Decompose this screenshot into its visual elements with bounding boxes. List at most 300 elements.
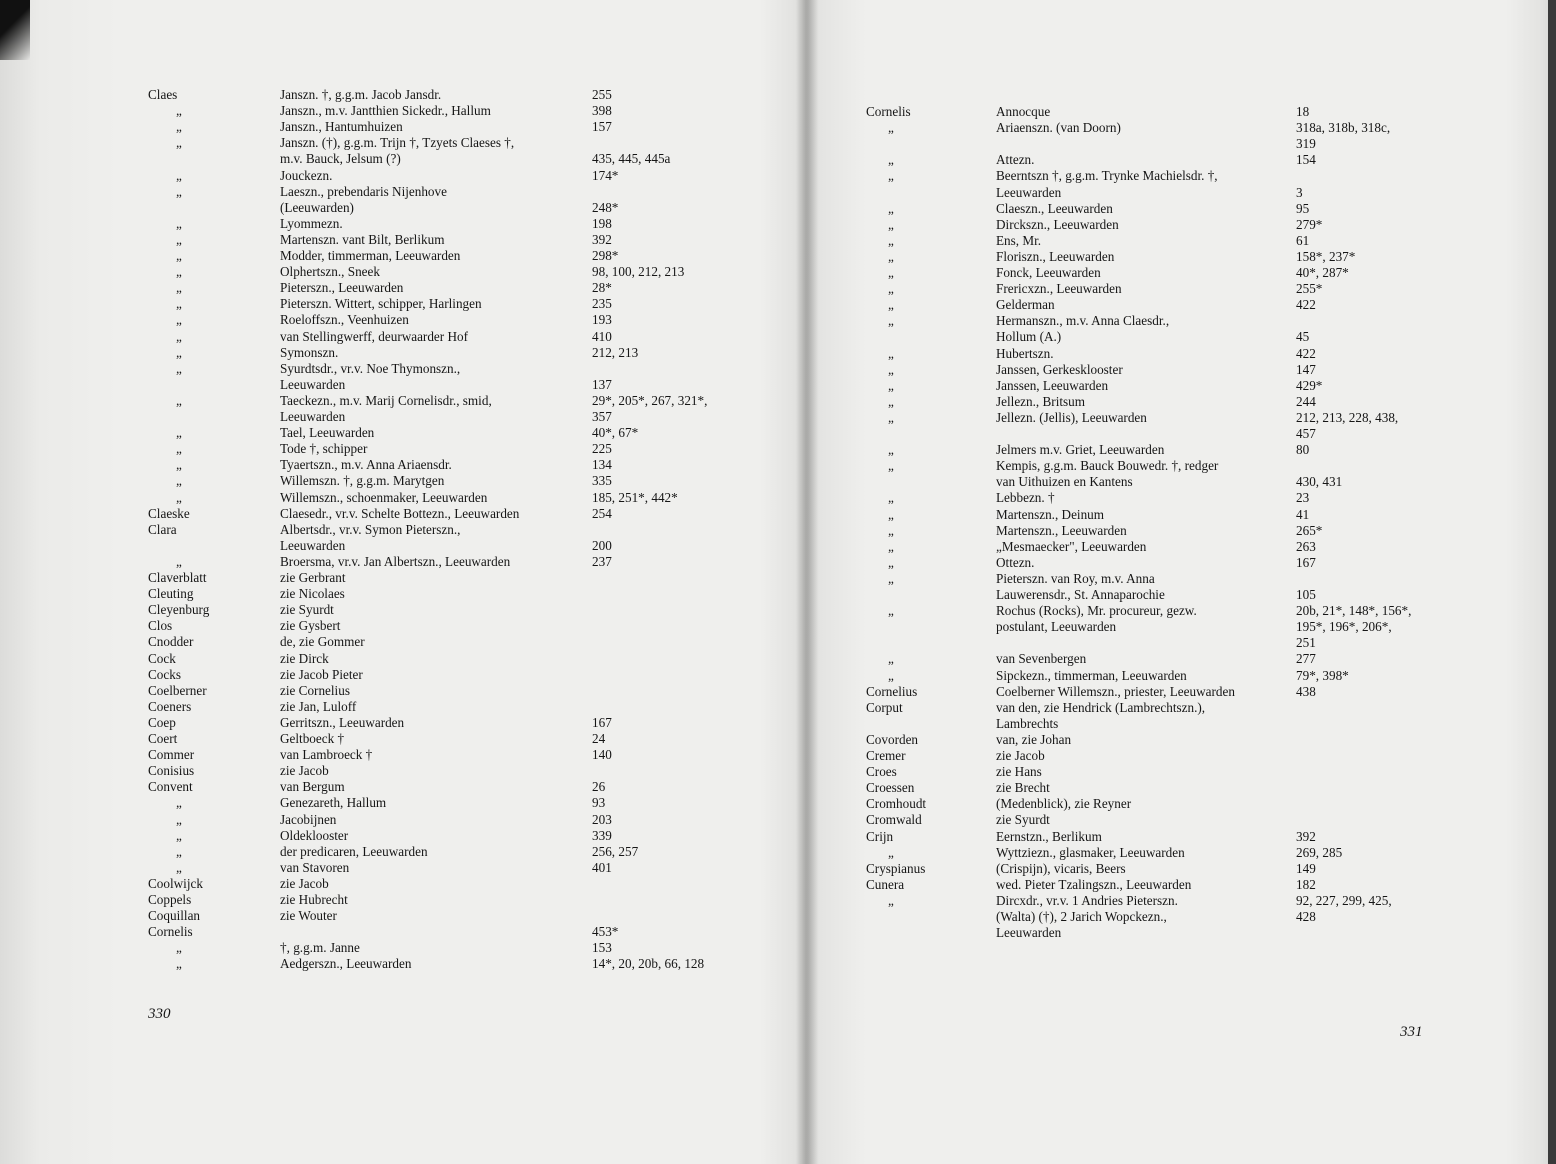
- entry-name: „: [888, 522, 894, 538]
- entry-name: „: [888, 297, 894, 313]
- entry-name: Cornelis: [148, 924, 193, 940]
- index-entry: [806, 812, 1546, 828]
- entry-name: Coeners: [148, 698, 192, 714]
- entry-name: Coolwijck: [148, 875, 203, 891]
- index-entry: [806, 651, 1546, 667]
- index-entry: [0, 216, 790, 232]
- entry-text: Lauwerensdr., St. Annaparochie: [996, 587, 1165, 602]
- entry-page-refs: 401: [592, 859, 612, 875]
- entry-name: „: [888, 442, 894, 458]
- entry-text: Pieterszn. Wittert, schipper, Harlingen: [280, 296, 482, 312]
- index-entry: [0, 168, 790, 184]
- entry-text: Ariaenszn. (van Doorn): [996, 120, 1121, 136]
- entry-name: Coppels: [148, 892, 192, 907]
- entry-page-refs: 438: [1296, 683, 1316, 699]
- index-entry: [806, 313, 1546, 329]
- index-entry: [806, 120, 1546, 136]
- index-entry: [0, 393, 790, 409]
- entry-text: zie Hubrecht: [280, 892, 348, 907]
- entry-text: Leeuwarden: [280, 537, 346, 553]
- entry-name: „: [176, 489, 182, 505]
- entry-name: „: [176, 457, 182, 473]
- index-entry: [806, 378, 1546, 394]
- entry-text: zie Syurdt: [996, 812, 1050, 828]
- entry-text: Leeuwarden: [280, 409, 346, 424]
- entry-page-refs: 298*: [592, 248, 619, 263]
- entry-text: zie Syurdt: [280, 602, 334, 618]
- entry-text: van Stellingwerff, deurwaarder Hof: [280, 328, 468, 344]
- index-entry: [0, 264, 790, 280]
- left-page-number: 330: [148, 1006, 171, 1022]
- entry-text: van Lambroeck †: [280, 747, 373, 763]
- entry-text: Fonck, Leeuwarden: [996, 265, 1101, 280]
- index-entry: [0, 667, 790, 683]
- entry-page-refs: 269, 285: [1296, 844, 1343, 860]
- entry-name: Cromhoudt: [866, 796, 927, 812]
- entry-name: „: [176, 248, 182, 263]
- index-entry: [806, 490, 1546, 506]
- entry-name: „: [888, 458, 894, 474]
- entry-name: „: [176, 859, 182, 875]
- entry-name: Conisius: [148, 763, 195, 779]
- index-entry: [806, 410, 1546, 426]
- entry-text: Gelderman: [996, 297, 1055, 313]
- entry-page-refs: 422: [1296, 297, 1316, 313]
- entry-page-refs: 45: [1296, 329, 1310, 345]
- entry-name: „: [888, 248, 894, 264]
- index-entry: [0, 329, 790, 345]
- index-entry: [806, 281, 1546, 297]
- book-spine-shadow: [796, 0, 818, 1164]
- entry-text: Hollum (A.): [996, 329, 1062, 345]
- index-entry: [0, 586, 790, 602]
- entry-page-refs: 235: [592, 296, 612, 312]
- entry-text: Gerritszn., Leeuwarden: [280, 714, 405, 730]
- entry-text: Syurdtsdr., vr.v. Noe Thymonszn.,: [280, 360, 461, 376]
- index-entry: [806, 539, 1546, 555]
- index-entry: [0, 377, 790, 393]
- index-entry: [0, 151, 790, 167]
- entry-page-refs: 41: [1296, 506, 1310, 522]
- index-entry: [806, 104, 1546, 120]
- entry-name: „: [176, 296, 182, 312]
- index-entry: [0, 715, 790, 731]
- index-entry: [0, 457, 790, 473]
- entry-text: Floriszn., Leeuwarden: [996, 248, 1115, 264]
- entry-name: „: [176, 328, 182, 344]
- index-entry: [0, 956, 790, 972]
- entry-text: Claesedr., vr.v. Schelte Bottezn., Leeuwarden: [280, 505, 520, 521]
- entry-name: „: [888, 377, 894, 393]
- entry-name: „: [176, 183, 182, 199]
- entry-page-refs: 422: [1296, 345, 1316, 361]
- entry-page-refs: 80: [1296, 442, 1310, 458]
- entry-text: Beerntszn †, g.g.m. Trynke Machielsdr. †,: [996, 168, 1218, 184]
- entry-text: Janszn. (†), g.g.m. Trijn †, Tzyets Claeses †,: [280, 135, 515, 151]
- entry-text: Geltboeck †: [280, 731, 345, 746]
- entry-page-refs: 185, 251*, 442*: [592, 489, 678, 505]
- index-entry: [0, 699, 790, 715]
- index-entry: [806, 233, 1546, 249]
- entry-text: Ens, Mr.: [996, 232, 1042, 248]
- entry-text: (Crispijn), vicaris, Beers: [996, 860, 1126, 876]
- entry-name: Croes: [866, 764, 897, 780]
- entry-text: wed. Pieter Tzalingszn., Leeuwarden: [996, 876, 1192, 892]
- page-edge: [1548, 0, 1556, 1164]
- index-entry: [0, 522, 790, 538]
- entry-page-refs: 392: [1296, 828, 1316, 844]
- index-entry: [806, 716, 1546, 732]
- index-entry: [0, 473, 790, 489]
- index-entry: [806, 845, 1546, 861]
- entry-text: Dircxdr., vr.v. 1 Andries Pieterszn.: [996, 892, 1178, 908]
- index-entry: [0, 924, 790, 940]
- entry-name: „: [176, 392, 182, 408]
- entry-text: Leeuwarden: [996, 925, 1062, 941]
- entry-page-refs: 18: [1296, 104, 1310, 119]
- entry-text: zie Nicolaes: [280, 586, 345, 602]
- entry-name: Coert: [148, 731, 178, 746]
- entry-text: zie Hans: [996, 764, 1042, 780]
- index-entry: [806, 507, 1546, 523]
- index-entry: [0, 280, 790, 296]
- right-page: [806, 0, 1556, 1164]
- entry-text: van, zie Johan: [996, 731, 1072, 747]
- index-entry: [806, 442, 1546, 458]
- index-entry: [0, 232, 790, 248]
- entry-text: Janszn., m.v. Jantthien Sickedr., Hallum: [280, 103, 491, 119]
- entry-page-refs: 153: [592, 940, 612, 956]
- entry-name: Cromwald: [866, 812, 922, 828]
- index-entry: [0, 345, 790, 361]
- index-entry: [0, 892, 790, 908]
- entry-text: Martenszn. vant Bilt, Berlikum: [280, 231, 445, 247]
- entry-page-refs: 225: [592, 441, 612, 457]
- index-entry: [0, 731, 790, 747]
- entry-page-refs: 20b, 21*, 148*, 156*,: [1296, 603, 1412, 619]
- entry-name: „: [176, 811, 182, 827]
- entry-page-refs: 167: [1296, 554, 1316, 570]
- index-entry: [0, 618, 790, 634]
- entry-text: Eernstzn., Berlikum: [996, 828, 1102, 844]
- index-entry: [0, 119, 790, 135]
- entry-name: „: [176, 264, 182, 280]
- index-entry: [806, 201, 1546, 217]
- entry-text: (Leeuwarden): [280, 199, 354, 215]
- entry-name: „: [888, 313, 894, 329]
- entry-name: Clos: [148, 618, 173, 634]
- entry-text: Wyttziezn., glasmaker, Leeuwarden: [996, 844, 1185, 860]
- entry-page-refs: 392: [592, 231, 612, 247]
- entry-page-refs: 154: [1296, 152, 1316, 168]
- entry-text: Albertsdr., vr.v. Symon Pieterszn.,: [280, 521, 461, 537]
- entry-text: zie Jacob: [996, 748, 1045, 763]
- index-entry: [0, 763, 790, 779]
- entry-text: Janszn., Hantumhuizen: [280, 119, 403, 135]
- index-entry: [806, 732, 1546, 748]
- entry-name: „: [176, 167, 182, 183]
- entry-text: zie Gysbert: [280, 618, 341, 634]
- entry-name: „: [176, 940, 182, 956]
- entry-page-refs: 182: [1296, 876, 1316, 892]
- entry-name: „: [176, 425, 182, 441]
- entry-text: Pieterszn. van Roy, m.v. Anna: [996, 570, 1155, 586]
- index-entry: [0, 296, 790, 312]
- index-entry: [0, 795, 790, 811]
- entry-text: Genezareth, Hallum: [280, 795, 387, 811]
- entry-page-refs: 212, 213, 228, 438,: [1296, 409, 1399, 425]
- index-entry: [806, 829, 1546, 845]
- entry-page-refs: 29*, 205*, 267, 321*,: [592, 392, 708, 408]
- entry-text: van den, zie Hendrick (Lambrechtszn.),: [996, 699, 1206, 715]
- entry-text: (Medenblick), zie Reyner: [996, 796, 1132, 812]
- index-entry: [0, 634, 790, 650]
- entry-page-refs: 318a, 318b, 318c,: [1296, 120, 1391, 136]
- entry-text: Jouckezn.: [280, 167, 333, 183]
- entry-page-refs: 95: [1296, 200, 1310, 216]
- index-entry: [0, 876, 790, 892]
- entry-page-refs: 174*: [592, 167, 619, 183]
- index-entry: [0, 506, 790, 522]
- entry-name: „: [176, 103, 182, 119]
- entry-text: Leeuwarden: [996, 184, 1062, 200]
- entry-page-refs: 14*, 20, 20b, 66, 128: [592, 956, 705, 972]
- entry-name: Commer: [148, 747, 195, 763]
- index-entry: [0, 779, 790, 795]
- entry-name: „: [176, 795, 182, 811]
- entry-name: „: [176, 441, 182, 457]
- entry-page-refs: 147: [1296, 361, 1316, 377]
- entry-name: „: [176, 119, 182, 135]
- entry-name: Cnodder: [148, 634, 194, 650]
- entry-page-refs: 263: [1296, 538, 1316, 554]
- entry-name: „: [888, 152, 894, 168]
- entry-name: Claverblatt: [148, 570, 207, 585]
- entry-text: zie Jacob: [280, 875, 329, 891]
- entry-text: Dirckszn., Leeuwarden: [996, 216, 1119, 232]
- entry-page-refs: 212, 213: [592, 344, 639, 360]
- entry-page-refs: 28*: [592, 280, 612, 296]
- entry-text: Martenszn., Deinum: [996, 506, 1105, 522]
- entry-name: Coelberner: [148, 682, 207, 698]
- entry-name: „: [888, 361, 894, 377]
- entry-text: Annocque: [996, 104, 1051, 119]
- index-entry: [806, 458, 1546, 474]
- entry-page-refs: 319: [1296, 136, 1316, 152]
- entry-text: Jellezn. (Jellis), Leeuwarden: [996, 409, 1147, 425]
- index-entry: [806, 329, 1546, 345]
- entry-page-refs: 398: [592, 103, 612, 119]
- entry-name: Claeske: [148, 505, 190, 521]
- entry-text: van Stavoren: [280, 859, 350, 875]
- entry-page-refs: 137: [592, 376, 612, 392]
- entry-name: „: [888, 200, 894, 216]
- entry-page-refs: 200: [592, 537, 612, 553]
- index-entry: [806, 684, 1546, 700]
- index-entry: [0, 200, 790, 216]
- entry-page-refs: 203: [592, 811, 612, 827]
- entry-page-refs: 79*, 398*: [1296, 667, 1349, 683]
- entry-page-refs: 255*: [1296, 281, 1323, 297]
- entry-name: „: [888, 603, 894, 619]
- entry-name: Cleuting: [148, 586, 194, 602]
- index-entry: [0, 248, 790, 264]
- entry-text: Laeszn., prebendaris Nijenhove: [280, 183, 447, 199]
- index-entry: [806, 168, 1546, 184]
- index-entry: [806, 603, 1546, 619]
- index-entry: [0, 602, 790, 618]
- index-entry: [0, 844, 790, 860]
- entry-name: Convent: [148, 779, 193, 795]
- index-entry: [806, 796, 1546, 812]
- index-entry: [0, 554, 790, 570]
- entry-text: Frericxzn., Leeuwarden: [996, 281, 1122, 297]
- index-entry: [806, 394, 1546, 410]
- index-entry: [0, 908, 790, 924]
- index-entry: [806, 619, 1546, 635]
- entry-page-refs: 435, 445, 445a: [592, 151, 671, 167]
- entry-page-refs: 149: [1296, 860, 1316, 876]
- entry-name: Cock: [148, 650, 176, 666]
- index-entry: [0, 828, 790, 844]
- index-entry: [0, 361, 790, 377]
- entry-name: „: [888, 554, 894, 570]
- index-entry: [0, 184, 790, 200]
- entry-name: Crijn: [866, 828, 894, 844]
- entry-page-refs: 256, 257: [592, 843, 639, 859]
- entry-text: Oldeklooster: [280, 827, 349, 843]
- index-entry: [806, 587, 1546, 603]
- entry-page-refs: 248*: [592, 199, 619, 215]
- entry-page-refs: 457: [1296, 426, 1316, 441]
- entry-text: Janssen, Gerkesklooster: [996, 361, 1123, 377]
- entry-text: der predicaren, Leeuwarden: [280, 843, 428, 859]
- entry-page-refs: 244: [1296, 393, 1316, 409]
- index-entry: [806, 877, 1546, 893]
- index-entry: [806, 668, 1546, 684]
- entry-page-refs: 265*: [1296, 522, 1323, 538]
- entry-text: Pieterszn., Leeuwarden: [280, 280, 404, 296]
- index-entry: [806, 152, 1546, 168]
- entry-page-refs: 195*, 196*, 206*,: [1296, 619, 1392, 635]
- entry-page-refs: 23: [1296, 490, 1310, 506]
- entry-page-refs: 26: [592, 779, 606, 795]
- entry-text: Kempis, g.g.m. Bauck Bouwedr. †, redger: [996, 458, 1219, 474]
- entry-text: Lebbezn. †: [996, 490, 1055, 506]
- index-entry: [0, 312, 790, 328]
- entry-name: Coquillan: [148, 908, 201, 924]
- entry-text: Tode †, schipper: [280, 441, 368, 457]
- entry-name: „: [176, 360, 182, 376]
- entry-text: postulant, Leeuwarden: [996, 619, 1117, 635]
- entry-name: Cocks: [148, 666, 181, 682]
- right-page-number: 331: [1400, 1024, 1423, 1040]
- entry-name: „: [888, 168, 894, 184]
- entry-page-refs: 158*, 237*: [1296, 248, 1356, 264]
- entry-text: de, zie Gommer: [280, 634, 365, 650]
- index-entry: [806, 297, 1546, 313]
- entry-text: Jelmers m.v. Griet, Leeuwarden: [996, 442, 1165, 458]
- index-entry: [0, 538, 790, 554]
- entry-name: Coep: [148, 714, 176, 730]
- entry-name: „: [888, 409, 894, 425]
- entry-name: „: [176, 231, 182, 247]
- entry-name: „: [888, 281, 894, 297]
- entry-name: Covorden: [866, 731, 919, 747]
- entry-text: Janssen, Leeuwarden: [996, 377, 1109, 393]
- entry-name: Cremer: [866, 748, 906, 763]
- entry-text: †, g.g.m. Janne: [280, 940, 360, 956]
- index-entry: [0, 683, 790, 699]
- entry-text: Martenszn., Leeuwarden: [996, 522, 1127, 538]
- entry-text: zie Cornelius: [280, 682, 350, 698]
- entry-page-refs: 251: [1296, 635, 1316, 651]
- entry-page-refs: 198: [592, 215, 612, 231]
- index-entry: [0, 570, 790, 586]
- index-entry: [0, 812, 790, 828]
- entry-text: zie Wouter: [280, 908, 337, 924]
- entry-text: Rochus (Rocks), Mr. procureur, gezw.: [996, 603, 1197, 619]
- entry-page-refs: 357: [592, 409, 612, 424]
- entry-page-refs: 140: [592, 747, 612, 763]
- entry-text: zie Brecht: [996, 780, 1050, 796]
- entry-name: „: [888, 345, 894, 361]
- entry-text: Coelberner Willemszn., priester, Leeuwarden: [996, 683, 1235, 699]
- entry-name: „: [176, 827, 182, 843]
- entry-name: „: [888, 120, 894, 136]
- entry-name: „: [888, 892, 894, 908]
- entry-text: Willemszn. †, g.g.m. Marytgen: [280, 473, 445, 489]
- entry-text: Lyommezn.: [280, 215, 343, 231]
- entry-text: Modder, timmerman, Leeuwarden: [280, 248, 461, 263]
- index-entry: [806, 555, 1546, 571]
- index-entry: [0, 940, 790, 956]
- entry-text: zie Gerbrant: [280, 570, 346, 585]
- entry-page-refs: 24: [592, 731, 606, 746]
- entry-text: Tyaertszn., m.v. Anna Ariaensdr.: [280, 457, 452, 473]
- index-entry: [0, 490, 790, 506]
- entry-text: Jacobijnen: [280, 811, 337, 827]
- entry-text: „Mesmaecker", Leeuwarden: [996, 538, 1147, 554]
- entry-name: „: [888, 570, 894, 586]
- entry-name: „: [888, 844, 894, 860]
- entry-text: Hermanszn., m.v. Anna Claesdr.,: [996, 313, 1170, 329]
- entry-page-refs: 40*, 287*: [1296, 265, 1349, 280]
- index-entry: [0, 747, 790, 763]
- book-cover-corner: [0, 0, 30, 60]
- index-entry: [0, 409, 790, 425]
- entry-name: „: [176, 312, 182, 328]
- entry-name: Cleyenburg: [148, 602, 210, 618]
- entry-page-refs: 61: [1296, 232, 1310, 248]
- entry-page-refs: 428: [1296, 909, 1316, 924]
- entry-name: „: [888, 393, 894, 409]
- entry-text: Olphertszn., Sneek: [280, 264, 380, 280]
- entry-name: Clara: [148, 521, 177, 537]
- entry-name: Cunera: [866, 876, 905, 892]
- entry-name: Croessen: [866, 780, 915, 796]
- entry-page-refs: 237: [592, 553, 612, 569]
- entry-name: „: [888, 216, 894, 232]
- entry-text: Willemszn., schoenmaker, Leeuwarden: [280, 489, 488, 505]
- index-entry: [806, 925, 1546, 941]
- entry-text: Hubertszn.: [996, 345, 1054, 361]
- entry-page-refs: 410: [592, 328, 612, 344]
- index-entry: [806, 185, 1546, 201]
- entry-text: van Uithuizen en Kantens: [996, 474, 1133, 490]
- entry-page-refs: 255: [592, 87, 612, 102]
- entry-page-refs: 430, 431: [1296, 474, 1343, 490]
